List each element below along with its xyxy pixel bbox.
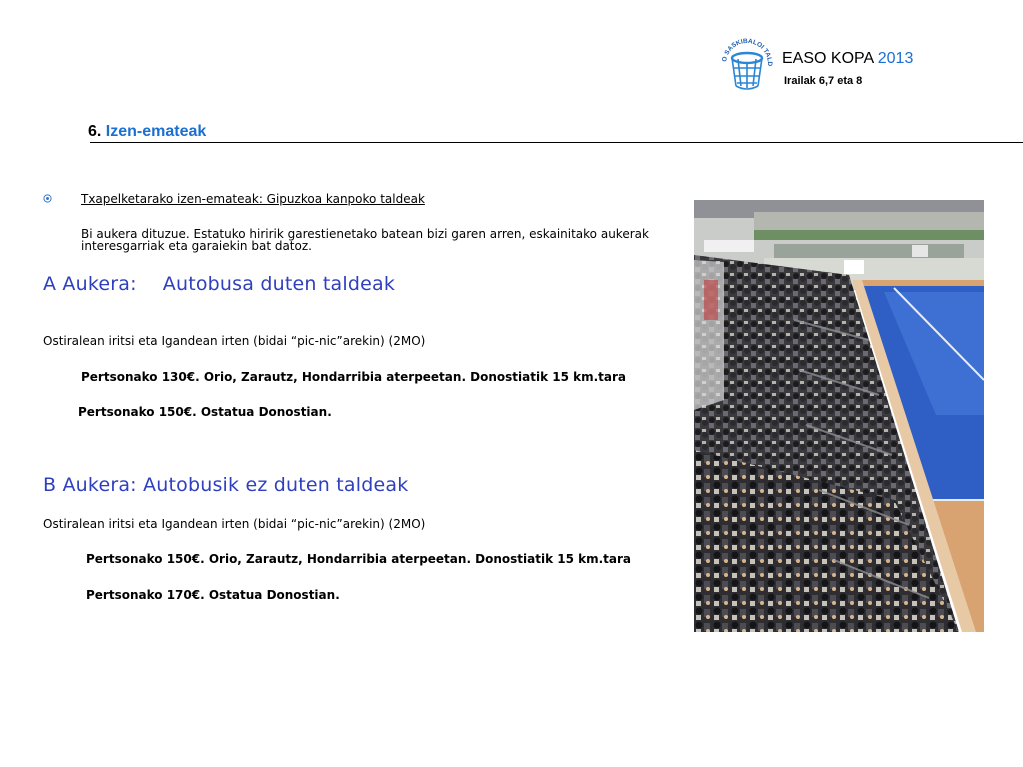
title-underline <box>90 142 1023 143</box>
event-dates: Irailak 6,7 eta 8 <box>784 75 863 87</box>
target-bullet-icon <box>43 194 52 203</box>
stands-photo <box>694 200 984 632</box>
brand-year: 2013 <box>877 50 914 67</box>
brand-name: EASO KOPA <box>782 50 874 67</box>
bullet-text: Txapelketarako izen-emateak: Gipuzkoa kanpoko taldeak <box>81 192 425 206</box>
option-a-heading <box>43 273 395 295</box>
option-b-price-1: Pertsonako 150€. Orio, Zarautz, Hondarribia aterpeetan. Donostiatik 15 km.tara <box>86 552 632 566</box>
section-number: 6. <box>88 123 102 140</box>
section-title-text: Izen-emateak <box>105 123 207 140</box>
easo-logo <box>718 38 776 96</box>
brand-title <box>782 50 913 68</box>
option-a-price-2: Pertsonako 150€. Ostatua Donostian. <box>78 405 332 419</box>
option-b-price-2: Pertsonako 170€. Ostatua Donostian. <box>86 588 340 602</box>
option-a-label: A Aukera: <box>43 273 137 295</box>
option-b-schedule: Ostiralean iritsi eta Igandean irten (bidai “pic-nic”arekin) (2MO) <box>43 517 426 531</box>
option-b-heading: B Aukera: Autobusik ez duten taldeak <box>43 474 409 496</box>
intro-paragraph: Bi aukera dituzue. Estatuko hiririk garestienetako batean bizi garen arren, eskainitako aukerak interesgarriak eta garaiekin bat datoz. <box>81 227 649 253</box>
option-a-title: Autobusa duten taldeak <box>162 273 396 295</box>
basketball-hoop-icon <box>718 38 776 96</box>
option-a-schedule: Ostiralean iritsi eta Igandean irten (bidai “pic-nic”arekin) (2MO) <box>43 334 426 348</box>
section-title <box>88 123 206 141</box>
option-a-price-1: Pertsonako 130€. Orio, Zarautz, Hondarribia aterpeetan. Donostiatik 15 km.tara <box>81 370 627 384</box>
svg-text:EASO SASKIBALOI TALDEA: O SASKIBALOI TALD <box>721 38 774 67</box>
